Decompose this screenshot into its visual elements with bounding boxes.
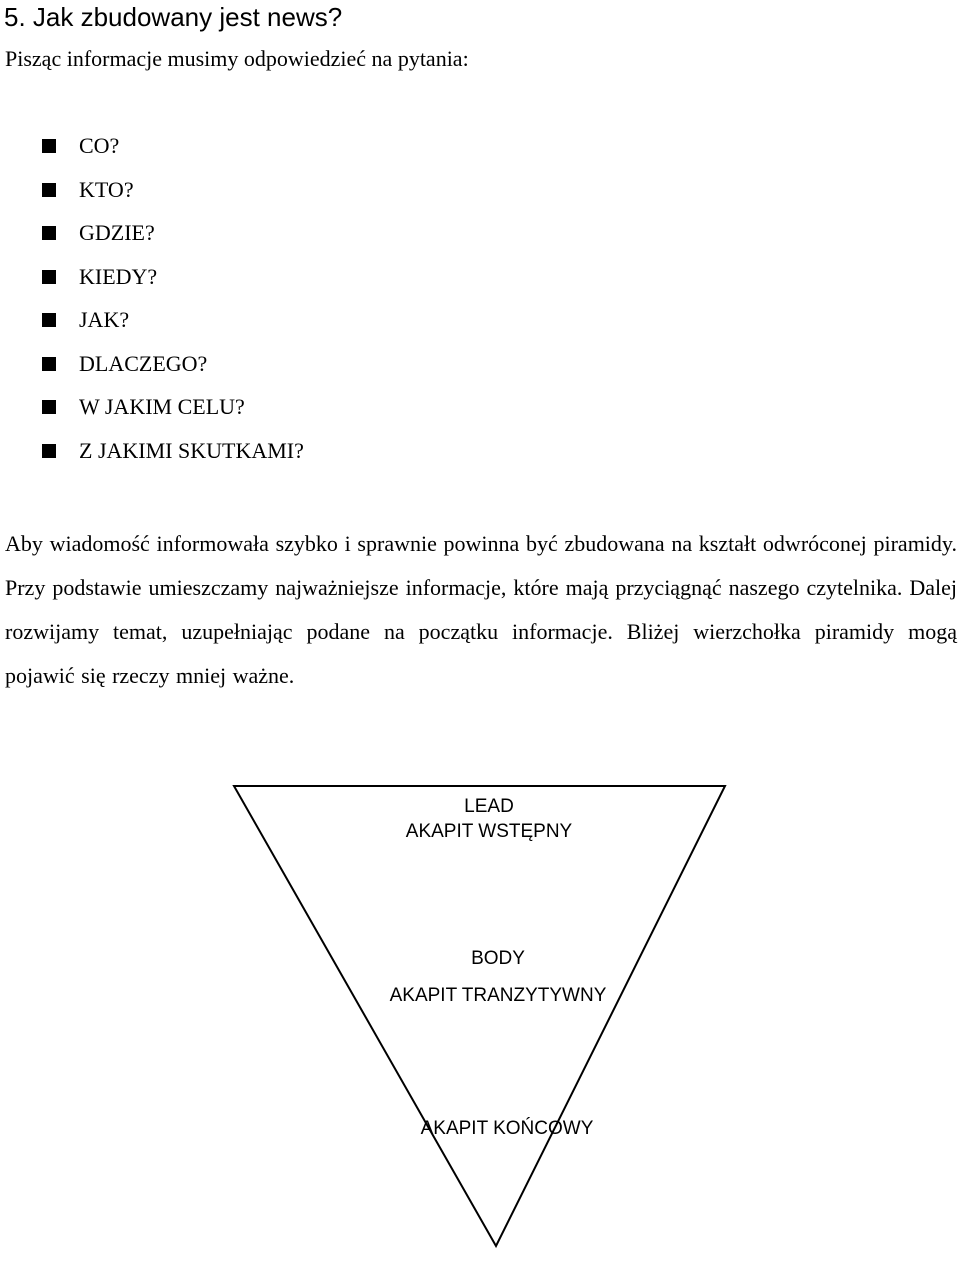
- intro-text: Pisząc informacje musimy odpowiedzieć na pytania:: [5, 46, 469, 71]
- question-label: KTO?: [79, 176, 134, 202]
- pyramid-label-lead-sub: AKAPIT WSTĘPNY: [405, 821, 573, 842]
- question-label: DLACZEGO?: [79, 350, 208, 376]
- question-label: CO?: [79, 133, 120, 158]
- pyramid-label-body: BODY: [471, 948, 525, 969]
- question-label: Z JAKIMI SKUTKAMI?: [79, 437, 304, 463]
- pyramid-label-lead: LEAD: [464, 796, 514, 817]
- question-label: W JAKIM CELU?: [79, 394, 245, 419]
- question-label: KIEDY?: [79, 263, 158, 289]
- section-heading: 5. Jak zbudowany jest news?: [4, 2, 343, 32]
- question-label: JAK?: [79, 307, 130, 332]
- inverted-pyramid-triangle: [234, 786, 725, 1246]
- body-paragraph: Aby wiadomość informowała szybko i sprawnie powinna być zbudowana na kształt odwróconej piramidy. Przy podstawie umieszczamy najważniejsze informacje, które mają przyciągnąć naszego czytelnika. Dalej rozwijamy temat, uzupełniając podane na początku informacje. Bliżej wierzchołka piramidy mogą pojawić się rzeczy mniej ważne.: [5, 531, 957, 688]
- pyramid-label-ending: AKAPIT KOŃCOWY: [420, 1118, 594, 1139]
- question-label: GDZIE?: [79, 220, 155, 245]
- pyramid-label-body-sub: AKAPIT TRANZYTYWNY: [389, 985, 607, 1006]
